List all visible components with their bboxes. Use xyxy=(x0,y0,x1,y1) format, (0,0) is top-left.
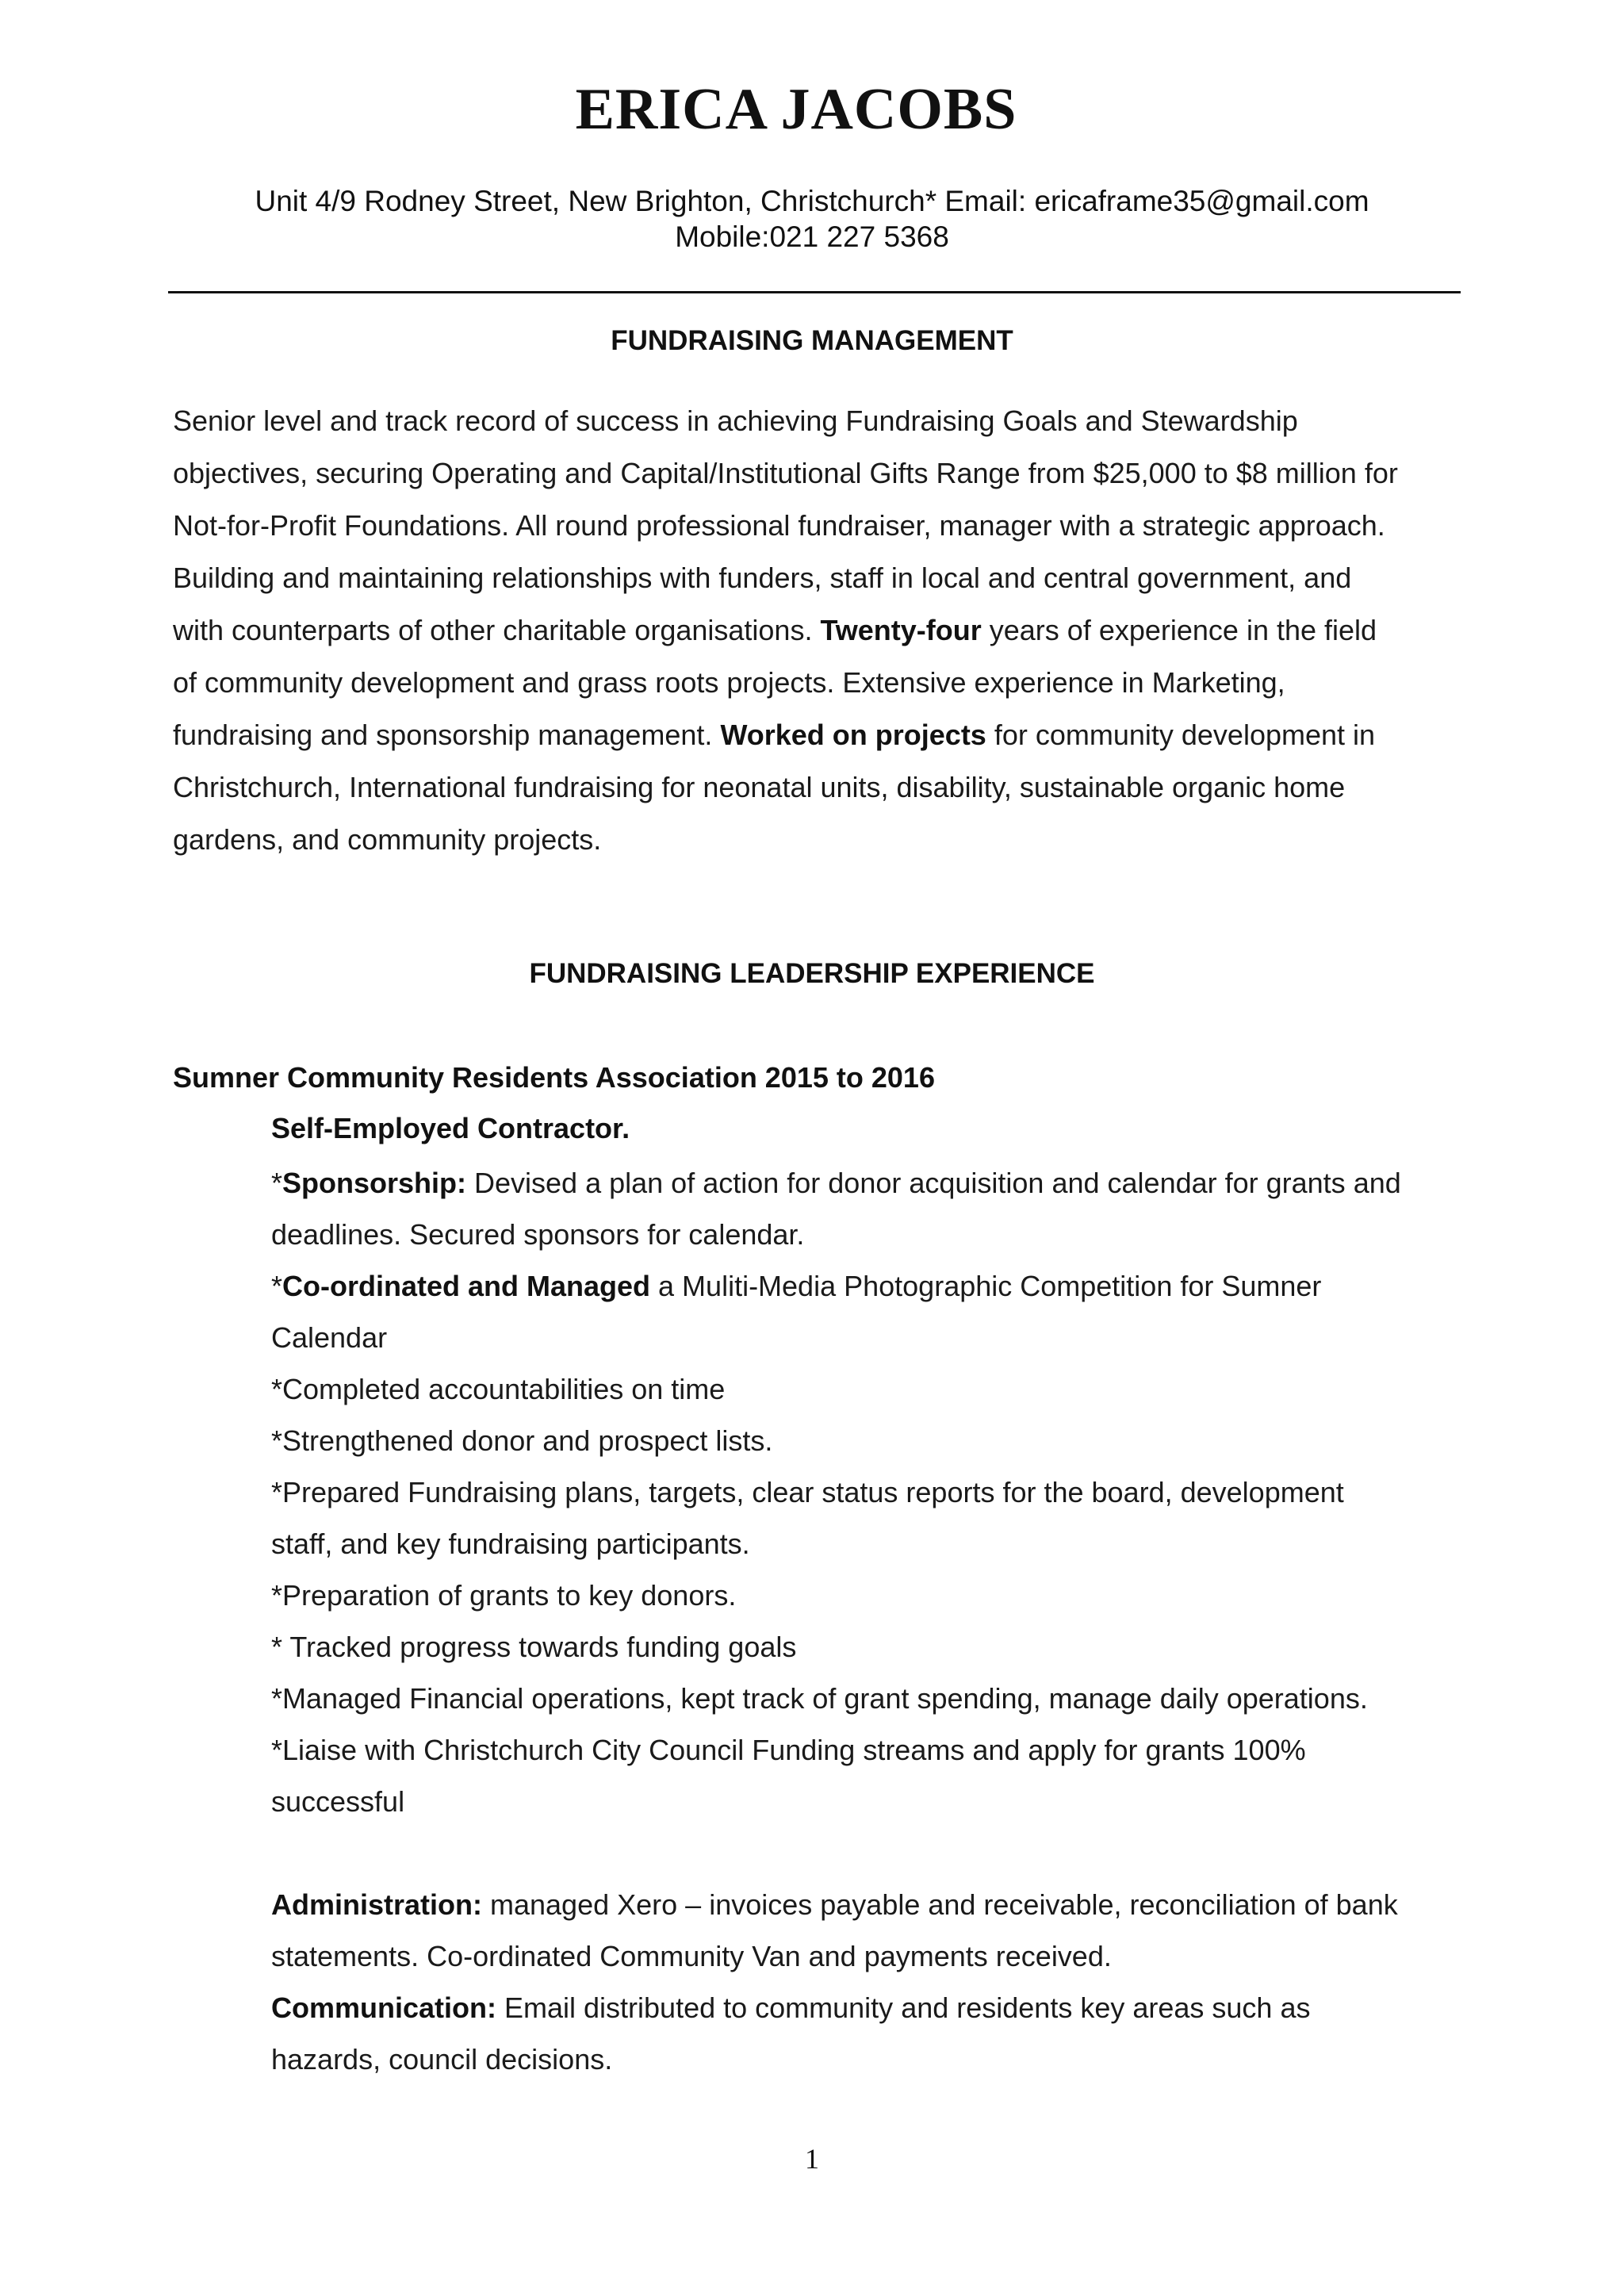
duty-line: *Preparation of grants to key donors. xyxy=(271,1579,737,1612)
page-number: 1 xyxy=(805,2143,819,2175)
line-bold-text: Co-ordinated and Managed xyxy=(282,1270,651,1302)
contact-address-email: Unit 4/9 Rodney Street, New Brighton, Christchurch* Email: ericaframe35@gmail.com xyxy=(255,185,1369,217)
duty-line: *Prepared Fundraising plans, targets, clear status reports for the board, development xyxy=(271,1476,1344,1508)
summary-line xyxy=(173,604,1473,657)
duty-line: deadlines. Secured sponsors for calendar. xyxy=(271,1218,805,1251)
line-text: for community development in xyxy=(986,719,1376,751)
line-text: years of experience in the field xyxy=(981,614,1377,646)
duty-line: Calendar xyxy=(271,1321,388,1354)
line-text: Devised a plan of action for donor acquisition and calendar for grants and xyxy=(466,1167,1401,1199)
summary-paragraph xyxy=(173,395,1473,866)
summary-line: of community development and grass roots projects. Extensive experience in Marketing, xyxy=(173,666,1285,699)
duty-line: *Completed accountabilities on time xyxy=(271,1373,726,1405)
candidate-name: ERICA JACOBS xyxy=(575,77,1017,142)
line-text: * xyxy=(271,1167,283,1199)
summary-line: Building and maintaining relationships with funders, staff in local and central government, and xyxy=(173,562,1352,594)
duty-line: staff, and key fundraising participants. xyxy=(271,1527,750,1560)
header-divider xyxy=(168,291,1461,293)
line-text: managed Xero – invoices payable and receivable, reconciliation of bank xyxy=(482,1888,1398,1921)
duty-line xyxy=(271,1157,1477,1209)
duty-line xyxy=(271,1879,1477,1930)
duty-line: statements. Co-ordinated Community Van and payments received. xyxy=(271,1940,1112,1972)
line-text: * xyxy=(271,1270,283,1302)
section-heading-fundraising-management: FUNDRAISING MANAGEMENT xyxy=(611,325,1013,356)
line-bold-text: Sponsorship: xyxy=(282,1167,467,1199)
summary-line: objectives, securing Operating and Capital/Institutional Gifts Range from $25,000 to $8 million for xyxy=(173,457,1398,489)
contact-mobile: Mobile:021 227 5368 xyxy=(675,220,949,253)
duty-line: * Tracked progress towards funding goals xyxy=(271,1631,797,1663)
line-bold-text: Worked on projects xyxy=(720,719,986,751)
summary-line: Not-for-Profit Foundations. All round professional fundraiser, manager with a strategic approach. xyxy=(173,509,1385,542)
duty-line xyxy=(271,1982,1477,2033)
summary-line: Christchurch, International fundraising for neonatal units, disability, sustainable organic home xyxy=(173,771,1346,803)
duty-line xyxy=(271,1260,1477,1312)
line-text: fundraising and sponsorship management. xyxy=(173,719,721,751)
duty-line: *Liaise with Christchurch City Council Funding streams and apply for grants 100% xyxy=(271,1734,1306,1766)
duties-list xyxy=(271,1157,1477,2085)
line-text: a Muliti-Media Photographic Competition for Sumner xyxy=(650,1270,1322,1302)
summary-line xyxy=(173,709,1473,761)
line-bold-text: Twenty-four xyxy=(820,614,982,646)
duty-line: successful xyxy=(271,1785,405,1818)
duty-line: *Managed Financial operations, kept track of grant spending, manage daily operations. xyxy=(271,1682,1368,1715)
duty-line: hazards, council decisions. xyxy=(271,2043,613,2076)
organisation-title: Sumner Community Residents Association 2015 to 2016 xyxy=(173,1061,935,1094)
summary-line: gardens, and community projects. xyxy=(173,823,602,856)
line-text: with counterparts of other charitable organisations. xyxy=(173,614,821,646)
summary-line: Senior level and track record of success in achieving Fundraising Goals and Stewardship xyxy=(173,404,1298,437)
role-title: Self-Employed Contractor. xyxy=(271,1112,630,1144)
duty-line xyxy=(271,1827,1477,1879)
duty-line: *Strengthened donor and prospect lists. xyxy=(271,1424,773,1457)
line-text: Email distributed to community and residents key areas such as xyxy=(496,1991,1311,2024)
line-bold-text: Administration: xyxy=(271,1888,482,1921)
section-heading-leadership-experience: FUNDRAISING LEADERSHIP EXPERIENCE xyxy=(529,958,1095,989)
line-bold-text: Communication: xyxy=(271,1991,496,2024)
